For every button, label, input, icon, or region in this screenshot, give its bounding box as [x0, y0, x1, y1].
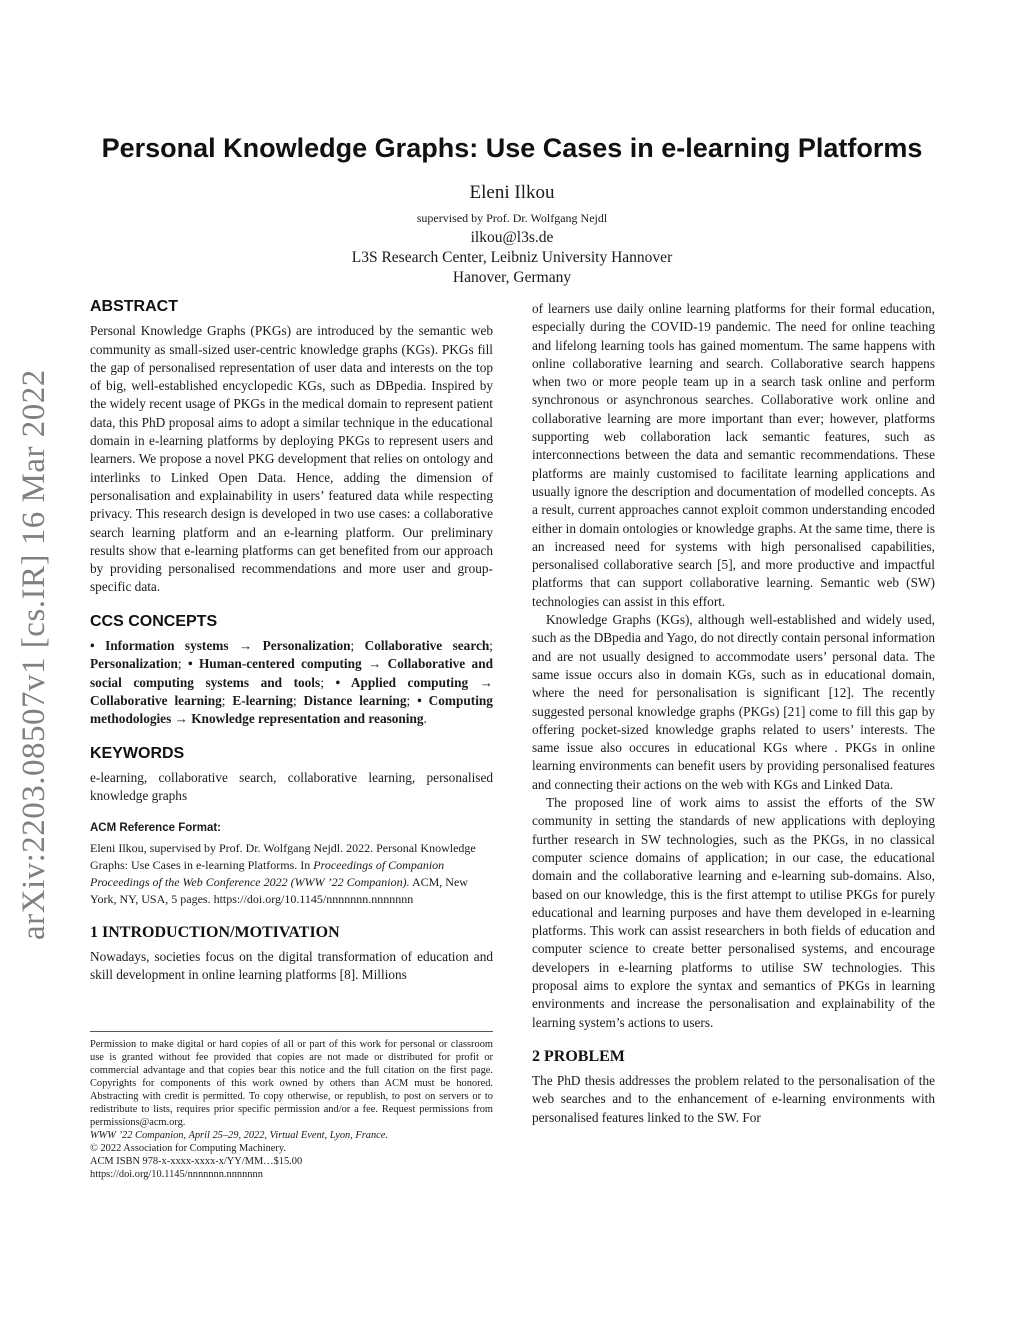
- intro-paragraph-1: Nowadays, societies focus on the digital transformation of education and skill development in online learning platforms [8]. Millions: [90, 949, 493, 983]
- abstract-heading: ABSTRACT: [90, 298, 178, 315]
- keywords-text: e-learning, collaborative search, collaborative learning, personalised knowledge graphs: [90, 769, 493, 804]
- problem-paragraph-1: The PhD thesis addresses the problem related to the personalisation of the web searches and to the enhancement of e-learning environments with personalised features linked to the SW. For: [532, 1073, 935, 1125]
- permission-notice: Permission to make digital or hard copies of all or part of this work for personal or classroom use is granted without fee provided that copies are not made or distributed for profit or commercial advantage and that copies bear this notice and the full citation on the first page. Copyrights for components of this work owned by others than ACM must be honored. Abstracting with credit is permitted. To copy otherwise, or republish, to post on servers or to redistribute to lists, requires prior specific permission and/or a fee. Request permissions from permissions@acm.org.: [90, 1039, 493, 1128]
- copyright-footnote: [90, 1031, 493, 1181]
- author-location: Hanover, Germany: [452, 269, 572, 286]
- doi-link[interactable]: https://doi.org/10.1145/nnnnnnn.nnnnnnn: [90, 1169, 263, 1180]
- acm-ref-heading: ACM Reference Format:: [90, 822, 221, 835]
- venue-line: WWW ’22 Companion, April 25–29, 2022, Virtual Event, Lyon, France.: [90, 1130, 389, 1141]
- ccs-concepts: • Information systems → Personalization; Collaborative search; Personalization; • Human-centered computing → Collaborative and social computing systems and tools; • Applied computing → Collaborative learning; E-learning; Distance learning; • Computing methodologies → Knowledge representation and reasoning.: [90, 638, 493, 727]
- right-column: [532, 300, 935, 1127]
- keywords-heading: KEYWORDS: [90, 744, 185, 762]
- abstract-text: Personal Knowledge Graphs (PKGs) are introduced by the semantic web community as small-sized user-centric knowledge graphs (KGs). PKGs fill the gap of personalised representation of user data and interests on the top of big, well-established encyclopedic KGs, such as DBpedia. Inspired by the widely recent usage of PKGs in the medical domain to represent patient data, this PhD proposal aims to adopt a similar technique in the educational domain in e-learning platforms by deploying PKGs to represent users and learners. We propose a novel PKG development that relies on ontology and interlinks to Linked Open Data. Hence, adding the dimension of personalisation and explainability in users’ featured data while respecting privacy. This research design is developed in two use cases: a collaborative search learning platform and an e-learning platform. Our preliminary results show that e-learning platforms can get benefited from our approach by providing personalised recommendations and more user and group-specific data.: [90, 323, 493, 595]
- author-affiliation: L3S Research Center, Leibniz University Hannover: [351, 249, 673, 266]
- isbn-line: ACM ISBN 978-x-xxxx-xxxx-x/YY/MM…$15.00: [90, 1156, 303, 1167]
- intro-paragraph-2: Knowledge Graphs (KGs), although well-established and widely used, such as the DBpedia and Yago, do not directly contain personal information and are not usually designed to accommodate users’ personal data. The same issue occurs also in domain KGs, such as in educational domain, where the need for personalisation is significant [12]. The recently suggested personal knowledge graphs (PKGs) [21] come to fill this gap by offering pocket-sized knowledge graphs related to users’ interests. The same issue also occures in educational KGs where . PKGs in online learning environments can benefit users by providing personalised features and connecting their actions on the web with KGs and Linked Data.: [532, 612, 935, 792]
- left-column: [90, 298, 493, 985]
- author-name: Eleni Ilkou: [469, 182, 555, 203]
- ccs-heading: CCS CONCEPTS: [90, 612, 218, 630]
- copyright-line: © 2022 Association for Computing Machinery.: [90, 1143, 286, 1154]
- author-email: ilkou@l3s.de: [470, 229, 554, 246]
- supervisor-line: supervised by Prof. Dr. Wolfgang Nejdl: [416, 211, 608, 225]
- paper-title: Personal Knowledge Graphs: Use Cases in e-learning Platforms: [101, 133, 923, 163]
- arxiv-stamp: arXiv:2203.08507v1 [cs.IR] 16 Mar 2022: [16, 369, 52, 940]
- intro-paragraph-1-continued: of learners use daily online learning platforms for their formal education, especially during the COVID-19 pandemic. The need for online teaching and lifelong learning tools has gained momentum. The same happens with online collaborative learning and search. Collaborative search happens when two or more people team up in a search task online and perform synchronous or asynchronous searches. Collaborative work online and collaborative learning are more important than ever; however, platforms supporting web collaboration lack semantic features, such as interconnections between the data and semantic recommendations. These platforms are mainly customised to facilitate learning applications and usually ignore the description and documentation of modelled concepts. As a result, current approaches cannot exploit common understanding encoded either in domain ontologies or knowledge graphs. At the same time, there is an increased need for systems with high personalised capabilities, personalised collaborative search [5], and more productive and impactful platforms that can support collaborative learning. Semantic web (SW) technologies can assist in this effort.: [532, 301, 935, 609]
- intro-paragraph-3: The proposed line of work aims to assist the efforts of the SW community in setting the standards of new applications with deploying further research in SW technologies, such as the PKGs, in no classical computer science domains of application; in our case, the educational domain and the collaborative learning and e-learning sub-domains. Also, based on our knowledge, this is the first attempt to utilise PKGs for purely educational and learning purposes and have them developed in e-learning platforms. This work can assist researchers in both fields of education and computer science to create better personalised systems, and encourage developers in e-learning platforms to utilise SW technologies. This proposal aims to explore the syntax and semantics of PKGs in learning environments and increase the personalisation and explainability of the learning system’s actions to users.: [532, 795, 935, 1030]
- acm-ref-body: Eleni Ilkou, supervised by Prof. Dr. Wolfgang Nejdl. 2022. Personal Knowledge Graphs: Use Cases in e-learning Platforms. In Proceedings of Companion Proceedings of the Web Conference 2022 (WWW ’22 Companion). ACM, New York, NY, USA, 5 pages. https://doi.org/10.1145/nnnnnnn.nnnnnnn: [90, 840, 476, 906]
- intro-heading: 1 INTRODUCTION/MOTIVATION: [90, 923, 340, 941]
- problem-heading: 2 PROBLEM: [532, 1047, 625, 1065]
